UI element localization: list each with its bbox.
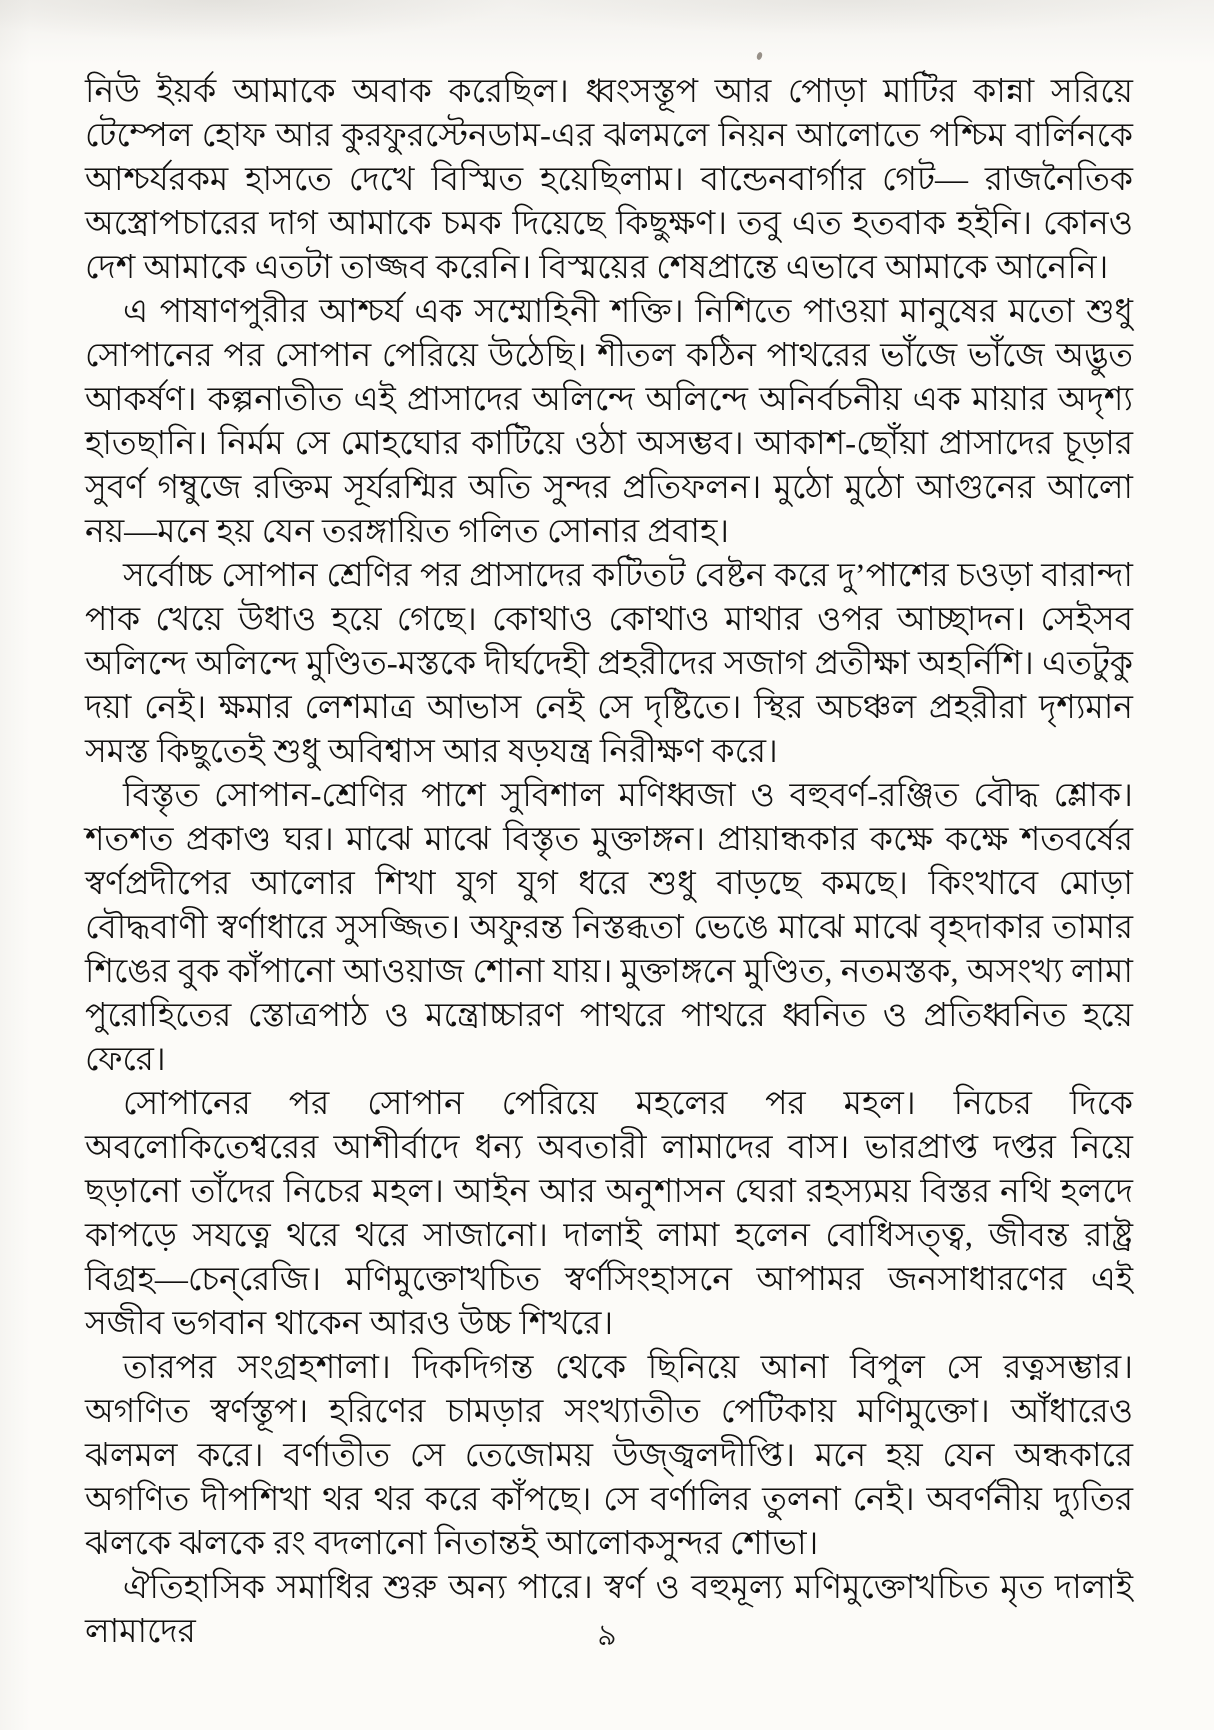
scan-speck: [756, 51, 763, 60]
paragraph: সোপানের পর সোপান পেরিয়ে মহলের পর মহল। নিচের দিকে অবলোকিতেশ্বরের আশীর্বাদে ধন্য অবতারী লামাদের বাস। ভারপ্রাপ্ত দপ্তর নিয়ে ছড়ানো তাঁদের নিচের মহল। আইন আর অনুশাসন ঘেরা রহস্যময় বিস্তর নথি হলদে কাপড়ে সযত্নে থরে থরে সাজানো। দালাই লামা হলেন বোধিসত্ত্ব, জীবন্ত রাষ্ট্র বিগ্রহ—চেন্‌রেজি। মণিমুক্তোখচিত স্বর্ণসিংহাসনে আপামর জনসাধারণের এই সজীব ভগবান থাকেন আরও উচ্চ শিখরে।: [85, 1086, 1133, 1342]
paragraph: ঐতিহাসিক সমাধির শুরু অন্য পারে। স্বর্ণ ও বহুমূল্য মণিমুক্তোখচিত মৃত দালাই লামাদের: [85, 1570, 1133, 1650]
text-block: [85, 70, 1133, 1654]
paragraph: তারপর সংগ্রহশালা। দিকদিগন্ত থেকে ছিনিয়ে আনা বিপুল সে রত্নসম্ভার। অগণিত স্বর্ণস্তূপ। হরিণের চামড়ার সংখ্যাতীত পেটিকায় মণিমুক্তো। আঁধারেও ঝলমল করে। বর্ণাতীত সে তেজোময় উজ্জ্বলদীপ্তি। মনে হয় যেন অন্ধকারে অগণিত দীপশিখা থর থর করে কাঁপছে। সে বর্ণালির তুলনা নেই। অবর্ণনীয় দ্যুতির ঝলকে ঝলকে রং বদলানো নিতান্তই আলোকসুন্দর শোভা।: [85, 1350, 1133, 1562]
paragraph: বিস্তৃত সোপান-শ্রেণির পাশে সুবিশাল মণিধ্বজা ও বহুবর্ণ-রঞ্জিত বৌদ্ধ শ্লোক। শতশত প্রকাণ্ড ঘর। মাঝে মাঝে বিস্তৃত মুক্তাঙ্গন। প্রায়ান্ধকার কক্ষে কক্ষে শতবর্ষের স্বর্ণপ্রদীপের আলোর শিখা যুগ যুগ ধরে শুধু বাড়ছে কমছে। কিংখাবে মোড়া বৌদ্ধবাণী স্বর্ণাধারে সুসজ্জিত। অফুরন্ত নিস্তব্ধতা ভেঙে মাঝে মাঝে বৃহদাকার তামার শিঙের বুক কাঁপানো আওয়াজ শোনা যায়। মুক্তাঙ্গনে মুণ্ডিত, নতমস্তক, অসংখ্য লামা পুরোহিতের স্তোত্রপাঠ ও মন্ত্রোচ্চারণ পাথরে পাথরে ধ্বনিত ও প্রতিধ্বনিত হয়ে ফেরে।: [85, 778, 1133, 1078]
paragraph: সর্বোচ্চ সোপান শ্রেণির পর প্রাসাদের কটিতট বেষ্টন করে দু’পাশের চওড়া বারান্দা পাক খেয়ে উধাও হয়ে গেছে। কোথাও কোথাও মাথার ওপর আচ্ছাদন। সেইসব অলিন্দে অলিন্দে মুণ্ডিত-মস্তকে দীর্ঘদেহী প্রহরীদের সজাগ প্রতীক্ষা অহর্নিশি। এতটুকু দয়া নেই। ক্ষমার লেশমাত্র আভাস নেই সে দৃষ্টিতে। স্থির অচঞ্চল প্রহরীরা দৃশ্যমান সমস্ত কিছুতেই শুধু অবিশ্বাস আর ষড়যন্ত্র নিরীক্ষণ করে।: [85, 558, 1133, 770]
paragraph: এ পাষাণপুরীর আশ্চর্য এক সম্মোহিনী শক্তি। নিশিতে পাওয়া মানুষের মতো শুধু সোপানের পর সোপান পেরিয়ে উঠেছি। শীতল কঠিন পাথরের ভাঁজে ভাঁজে অদ্ভুত আকর্ষণ। কল্পনাতীত এই প্রাসাদের অলিন্দে অলিন্দে অনির্বচনীয় এক মায়ার অদৃশ্য হাতছানি। নির্মম সে মোহঘোর কাটিয়ে ওঠা অসম্ভব। আকাশ-ছোঁয়া প্রাসাদের চূড়ার সুবর্ণ গম্বুজে রক্তিম সূর্যরশ্মির অতি সুন্দর প্রতিফলন। মুঠো মুঠো আগুনের আলো নয়—মনে হয় যেন তরঙ্গায়িত গলিত সোনার প্রবাহ।: [85, 294, 1133, 550]
paragraph: নিউ ইয়র্ক আমাকে অবাক করেছিল। ধ্বংসস্তূপ আর পোড়া মাটির কান্না সরিয়ে টেম্পেল হোফ আর কুরফুরস্টেনডাম-এর ঝলমলে নিয়ন আলোতে পশ্চিম বার্লিনকে আশ্চর্যরকম হাসতে দেখে বিস্মিত হয়েছিলাম। বান্ডেনবার্গার গেট— রাজনৈতিক অস্ত্রোপচারের দাগ আমাকে চমক দিয়েছে কিছুক্ষণ। তবু এত হতবাক হইনি। কোনও দেশ আমাকে এতটা তাজ্জব করেনি। বিস্ময়ের শেষপ্রান্তে এভাবে আমাকে আনেনি।: [85, 74, 1133, 286]
page-number: ৯: [597, 1619, 617, 1652]
